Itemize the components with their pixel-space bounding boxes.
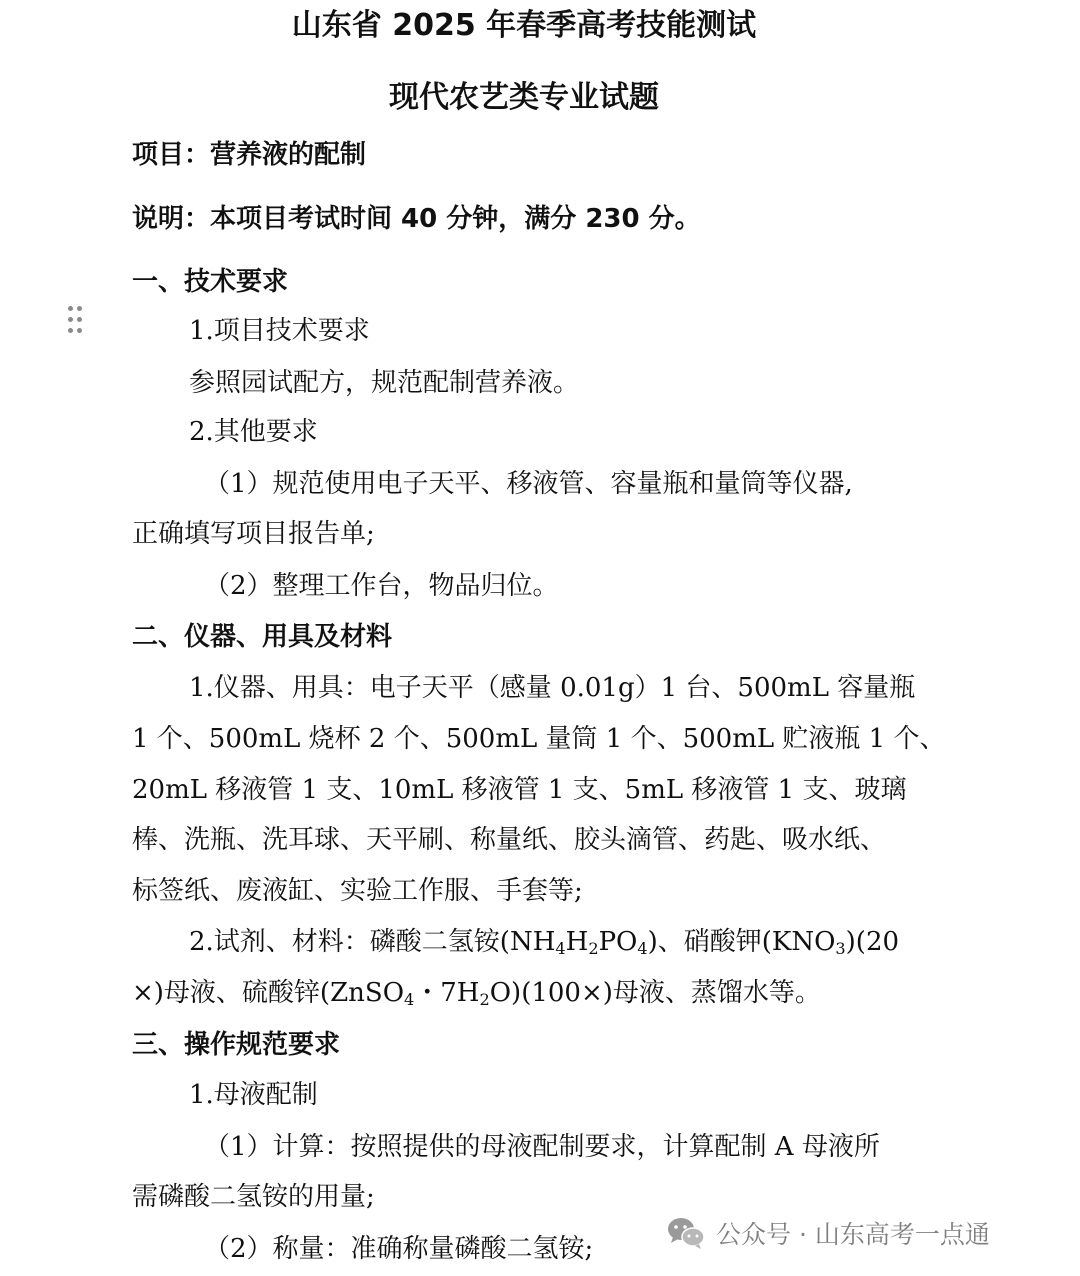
paragraph: 正确填写项目报告单; [132,519,375,549]
paragraph-reagents-cont: ×)母液、硫酸锌(ZnSO$_4$・$7H_2O)(100\times)$母液、蒸馏水等。 [132,978,821,1010]
section-heading-2: 二、仪器、用具及材料 [132,622,393,652]
drag-handle-icon[interactable] [66,304,86,336]
paragraph: （2）称量：准确称量磷酸二氢铵; [204,1234,594,1264]
paragraph: 1 个、500mL 烧杯 2 个、500mL 量筒 1 个、500mL 贮液瓶 1 个、 [132,724,946,754]
section-heading-1: 一、技术要求 [132,267,289,297]
paragraph: （1）规范使用电子天平、移液管、容量瓶和量筒等仪器, [204,469,853,499]
paragraph: （1）计算：按照提供的母液配制要求，计算配制 A 母液所 [204,1132,880,1162]
paragraph: 需磷酸二氢铵的用量; [132,1182,375,1212]
paragraph: 参照园试配方，规范配制营养液。 [189,368,580,398]
item-title: 2.其他要求 [189,417,318,447]
document-subtitle: 现代农艺类专业试题 [389,80,659,115]
paragraph-reagents: 2.试剂、材料：磷酸二氢铵$(NH_4H_2PO_4)$、硝酸钾$(KNO_3)(20$ [189,927,900,959]
watermark-text: 公众号 · 山东高考一点通 [716,1220,990,1249]
watermark [666,1210,990,1256]
section-heading-3: 三、操作规范要求 [132,1030,341,1060]
paragraph: 20mL 移液管 1 支、10mL 移液管 1 支、5mL 移液管 1 支、玻璃 [132,775,907,805]
project-line: 项目：营养液的配制 [132,140,367,170]
item-title: 1.母液配制 [189,1080,318,1110]
exam-note: 说明：本项目考试时间 40 分钟，满分 230 分。 [132,204,701,234]
paragraph: 1.仪器、用具：电子天平（感量 0.01g）1 台、500mL 容量瓶 [189,673,916,703]
paragraph: 棒、洗瓶、洗耳球、天平刷、称量纸、胶头滴管、药匙、吸水纸、 [132,825,887,855]
item-title: 1.项目技术要求 [189,316,370,346]
paragraph: 标签纸、废液缸、实验工作服、手套等; [132,876,583,906]
paragraph: （2）整理工作台，物品归位。 [204,571,559,601]
wechat-icon [666,1215,706,1251]
document-title: 山东省 2025 年春季高考技能测试 [291,8,757,43]
